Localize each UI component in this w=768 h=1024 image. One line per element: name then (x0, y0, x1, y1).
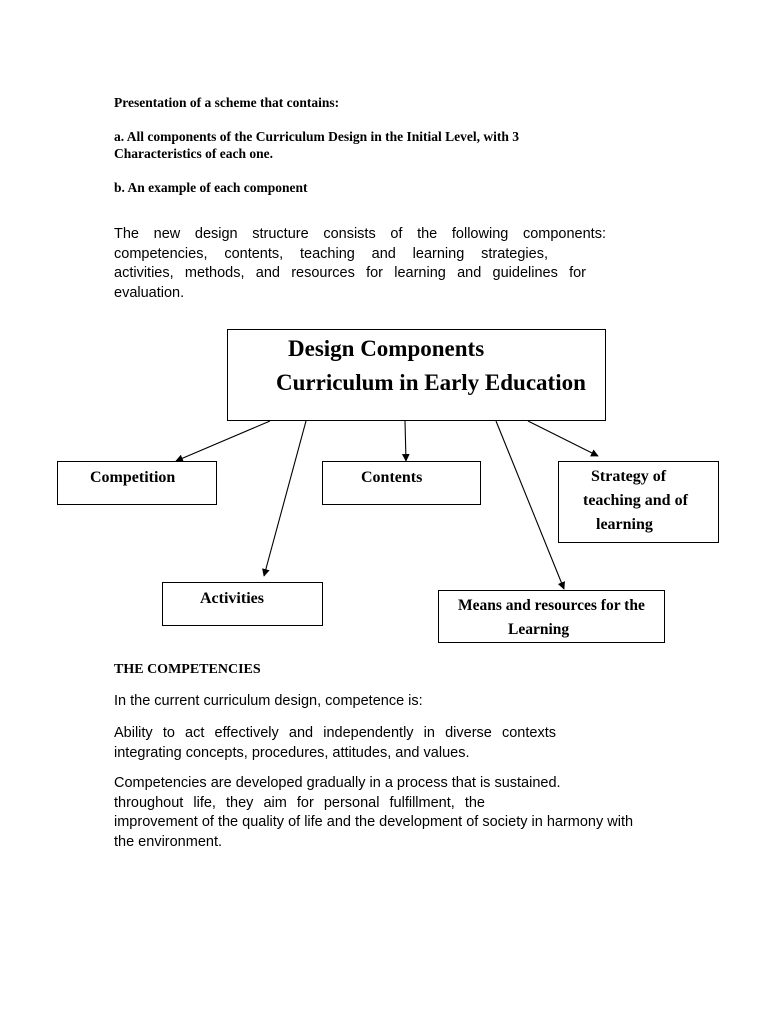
arrow-to-activities (264, 421, 306, 576)
means-label-line2: Learning (508, 621, 570, 638)
competencies-heading: THE COMPETENCIES (114, 662, 261, 677)
competencies-p2 (114, 724, 654, 763)
structure-line2: competencies, contents, teaching and learning strategies, (114, 245, 548, 262)
competencies-p2-line2: integrating concepts, procedures, attitudes, and values. (114, 744, 470, 761)
arrow-to-contents (405, 421, 406, 461)
diagram-title-line2: Curriculum in Early Education (276, 370, 586, 395)
competencies-p3-line4: the environment. (114, 833, 223, 850)
competencies-p3-line1: Competencies are developed gradually in a process that is sustained. (114, 775, 561, 791)
contents-label: Contents (361, 469, 423, 486)
competencies-p3-line2: throughout life, they aim for personal fulfillment, the (114, 794, 485, 811)
intro-heading: Presentation of a scheme that contains: (114, 95, 340, 110)
arrow-to-competition (176, 421, 270, 461)
intro-item-a-line2: Characteristics of each one. (114, 146, 273, 161)
activities-label: Activities (200, 590, 264, 607)
strategy-label-line2: teaching and of (583, 492, 688, 509)
intro-item-a-line1: a. All components of the Curriculum Design in the Initial Level, with 3 (114, 129, 520, 144)
intro-item-b: b. An example of each component (114, 180, 308, 195)
competencies-p3 (114, 774, 654, 852)
structure-line3: activities, methods, and resources for learning and guidelines for (114, 265, 586, 281)
structure-line1: The new design structure consists of the following components: (114, 226, 606, 242)
strategy-label-line3: learning (596, 516, 653, 533)
diagram-title-line1: Design Components (288, 336, 485, 361)
competition-label: Competition (90, 469, 176, 486)
arrow-to-means (496, 421, 564, 589)
competencies-p1: In the current curriculum design, competence is: (114, 693, 423, 709)
structure-line4: evaluation. (114, 284, 185, 301)
arrow-to-strategy (528, 421, 598, 456)
strategy-label-line1: Strategy of (591, 468, 667, 485)
means-label-line1: Means and resources for the (458, 597, 645, 614)
competencies-p3-line3: improvement of the quality of life and the development of society in harmony with (114, 814, 634, 830)
competencies-p2-line1: Ability to act effectively and independently in diverse contexts (114, 725, 556, 741)
